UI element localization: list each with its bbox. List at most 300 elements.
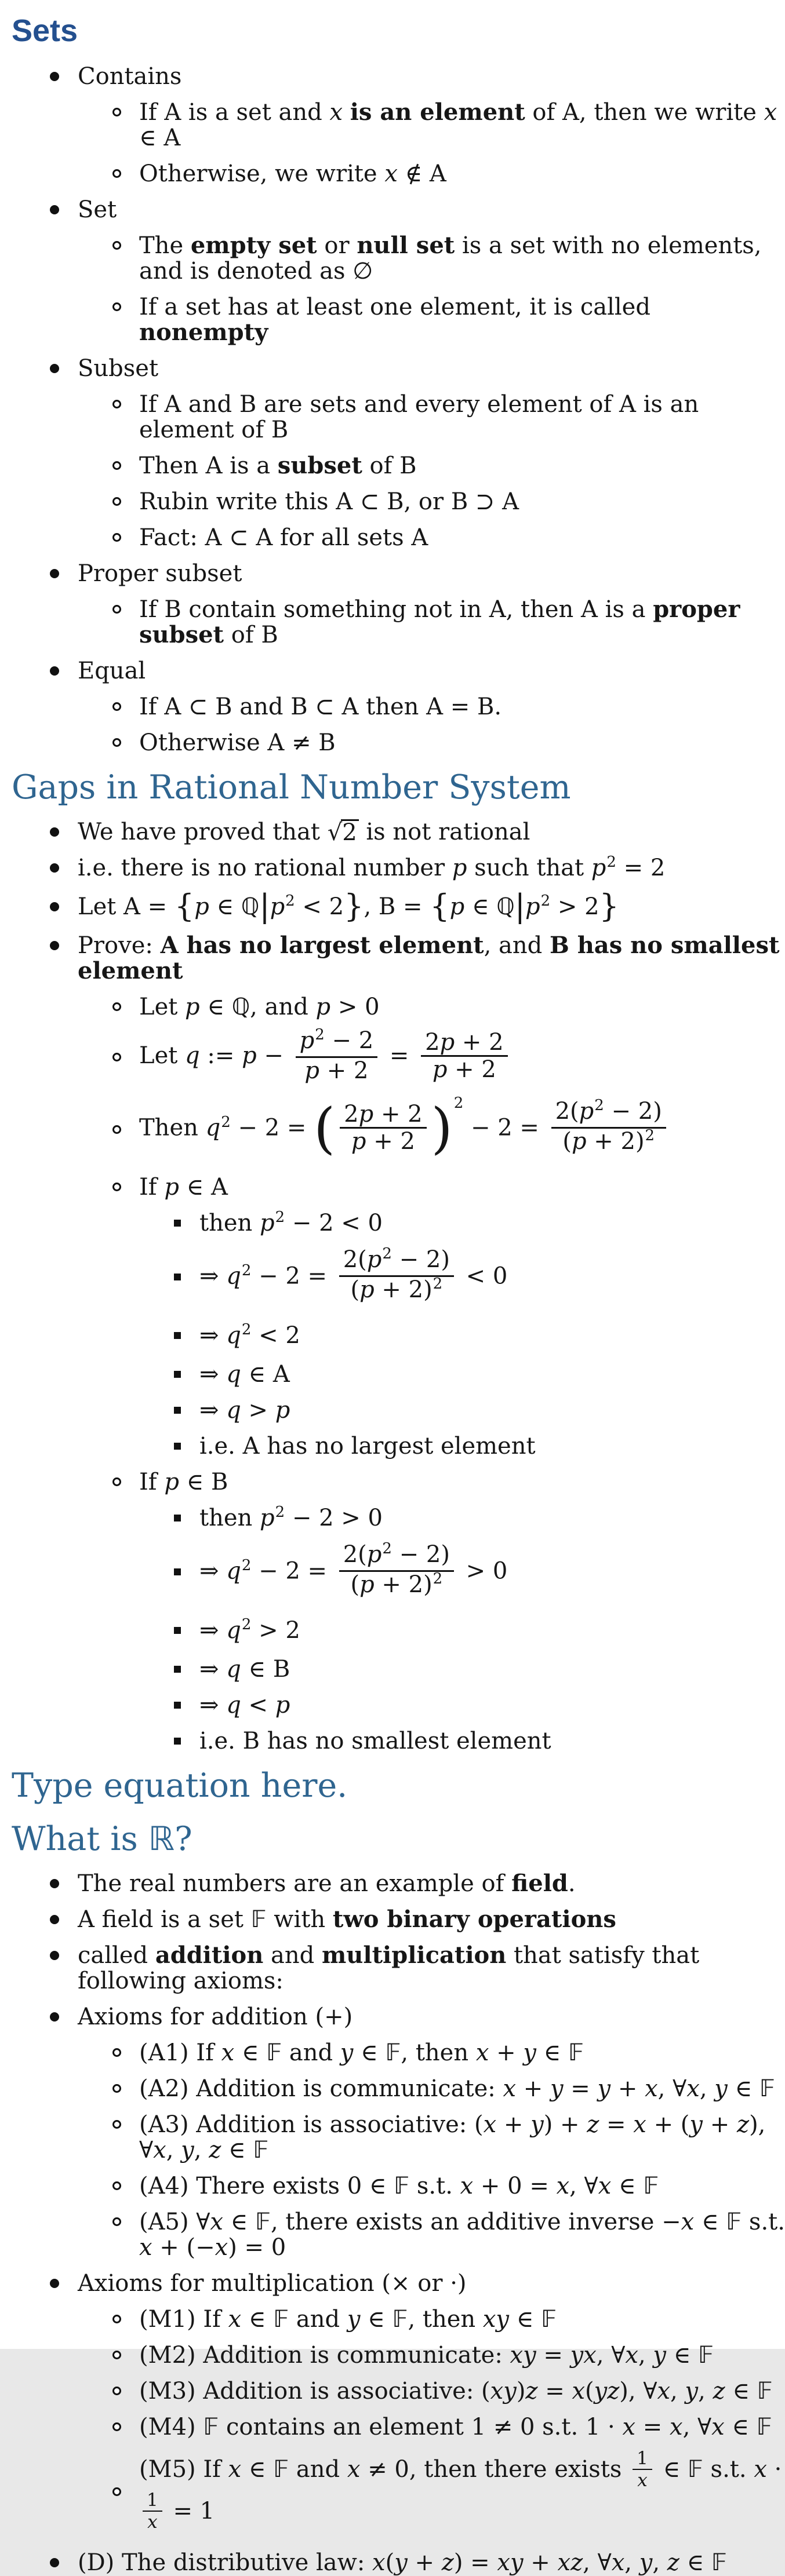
line-content — [78, 63, 181, 90]
bullet-marker — [112, 702, 121, 711]
text-run: y — [347, 2306, 361, 2333]
bullet-item — [0, 730, 785, 756]
bullet-item — [0, 294, 785, 345]
text-run: x — [645, 2075, 658, 2102]
text-run: ∉ A — [397, 160, 446, 187]
text-run: 2( — [343, 1246, 367, 1273]
text-run: (A1) If — [139, 2039, 221, 2066]
text-run: ) + — [543, 2111, 587, 2138]
bullet-item — [0, 561, 785, 586]
bullet-item — [0, 1871, 785, 1896]
math-doublestruck: 𝔽 — [541, 2306, 557, 2333]
text-run: addition — [155, 1942, 264, 1969]
superscript: 2 — [594, 1097, 604, 1114]
text-run: If — [139, 1469, 165, 1495]
math-doublestruck: 𝔽 — [203, 2414, 219, 2440]
bullet-item — [0, 2378, 785, 2404]
text-run: p — [164, 1469, 179, 1495]
text-run: 2 — [425, 1028, 440, 1056]
text-run: p — [164, 1174, 179, 1201]
line-content — [199, 1692, 290, 1718]
text-run: < 2 — [295, 893, 344, 920]
text-run: x — [711, 2414, 725, 2440]
text-run: yx — [570, 2342, 597, 2369]
text-run: (M3) Addition is associative: ( — [139, 2378, 490, 2404]
text-run: , and — [250, 994, 316, 1020]
text-run: q — [226, 1656, 241, 1683]
text-run: y — [685, 2378, 699, 2404]
bullet-item — [0, 1210, 785, 1239]
fraction-denominator — [340, 1129, 426, 1154]
line-content — [78, 560, 242, 587]
text-run: ∈ A — [241, 1361, 290, 1388]
text-run: ? — [175, 1820, 192, 1858]
text-run: xy — [510, 2342, 536, 2369]
text-run: Axioms for addition (+) — [78, 2004, 353, 2030]
text-run: If A is a set and — [139, 99, 330, 126]
bullet-marker — [174, 1515, 181, 1521]
text-run: p — [194, 893, 209, 920]
bullet-item — [0, 100, 785, 151]
bullet-item — [0, 2414, 785, 2440]
bullet-item — [0, 2040, 785, 2066]
text-run: The real numbers are an example of — [78, 1870, 512, 1897]
bullet-marker — [174, 1666, 181, 1673]
text-run: + — [610, 2075, 645, 2102]
text-run: Fact: A ⊂ A for all sets A — [139, 524, 428, 551]
line-content — [139, 2342, 714, 2369]
bullet-item — [0, 2307, 785, 2332]
text-run: ⇒ — [199, 1263, 227, 1290]
text-run: ( — [562, 1128, 572, 1155]
text-run: i.e. B has no smallest element — [199, 1728, 551, 1754]
text-run: , — [652, 2549, 667, 2576]
bullet-marker — [112, 2217, 121, 2226]
text-run: x — [503, 2075, 517, 2102]
text-run: p — [366, 1246, 382, 1273]
bullet-item — [0, 855, 785, 884]
bullet-item — [0, 1540, 785, 1601]
bullet-marker — [50, 902, 59, 911]
text-run: + — [516, 2075, 550, 2102]
bullet-marker — [112, 497, 121, 506]
text-run: p — [351, 1128, 366, 1155]
text-run: = — [563, 2075, 598, 2102]
line-content — [78, 819, 530, 845]
fraction — [633, 2449, 652, 2490]
fraction-numerator — [340, 1102, 426, 1129]
text-run: x — [598, 2173, 612, 2199]
superscript: 2 — [540, 892, 551, 910]
text-run: x — [384, 160, 398, 187]
line-content — [139, 994, 380, 1020]
text-run: x — [329, 99, 343, 126]
text-run: − 2 = — [251, 1557, 335, 1585]
math-doublestruck: 𝔽 — [266, 2039, 282, 2066]
text-run: ∈ — [353, 2039, 386, 2066]
bullet-marker — [112, 1002, 121, 1011]
text-run: , ∀ — [596, 2342, 626, 2369]
text-run: = — [382, 1042, 417, 1069]
text-run: (A3) Addition is associative: ( — [139, 2111, 484, 2138]
text-run: ⇒ — [199, 1617, 227, 1644]
text-run: (A5) ∀ — [139, 2209, 210, 2235]
text-run: z — [667, 2549, 679, 2576]
text-run: , ∀ — [657, 2075, 687, 2102]
text-run: What is — [12, 1820, 148, 1858]
fraction-numerator — [339, 1542, 454, 1572]
line-content — [139, 2414, 772, 2440]
line-content — [199, 1245, 508, 1307]
text-run: Otherwise A ≠ B — [139, 729, 336, 756]
text-run: y — [597, 2075, 611, 2102]
line-content — [12, 1767, 347, 1805]
text-run: p — [591, 855, 606, 881]
bullet-item — [0, 64, 785, 89]
bullet-item — [0, 1692, 785, 1718]
bullet-item — [0, 597, 785, 648]
bullet-item — [0, 1907, 785, 1932]
text-run: If B contain something not in A, then A is a — [139, 596, 653, 623]
fraction — [340, 1102, 426, 1154]
bullet-item — [0, 994, 785, 1020]
text-run: , ∀ — [583, 2549, 612, 2576]
text-run: x — [637, 2470, 648, 2491]
bullet-item — [0, 819, 785, 845]
text-run: ∈ — [199, 994, 232, 1020]
text-run: + 2 — [319, 1057, 369, 1084]
text-run: p — [452, 855, 467, 881]
text-run: + 2) — [374, 1571, 433, 1598]
text-run: x — [681, 2209, 695, 2235]
bullet-item — [0, 1505, 785, 1534]
text-run: − 2 < 0 — [285, 1210, 383, 1236]
text-run: p — [449, 893, 465, 920]
text-run: ⇒ — [199, 1397, 227, 1424]
text-run: − 2 — [324, 1027, 374, 1054]
bullet-item — [0, 1728, 785, 1754]
text-run: + — [407, 2549, 442, 2576]
math-doublestruck: 𝔽 — [273, 2456, 289, 2483]
line-content — [139, 596, 740, 648]
line-content — [139, 160, 446, 187]
bullet-item — [0, 694, 785, 720]
bullet-marker — [174, 1220, 181, 1227]
text-run: q — [205, 1114, 221, 1141]
fraction — [339, 1542, 454, 1600]
math-doublestruck: 𝔽 — [698, 2342, 714, 2369]
bullet-marker — [112, 2422, 121, 2431]
text-run: x — [372, 2549, 386, 2576]
text-run: Then — [139, 1114, 206, 1141]
bullet-marker — [112, 2315, 121, 2323]
text-run: q — [226, 1361, 241, 1388]
bullet-item — [0, 1469, 785, 1495]
text-run: (M5) If — [139, 2456, 228, 2483]
line-content — [139, 232, 762, 284]
math-doublestruck: 𝔽 — [759, 2075, 775, 2102]
line-content — [78, 658, 146, 684]
superscript: 2 — [382, 1540, 392, 1557]
bullet-marker — [112, 2487, 121, 2496]
math-doublestruck: 𝔽 — [756, 2414, 772, 2440]
text-run: , and — [484, 932, 550, 959]
bullet-item — [0, 356, 785, 381]
text-run: p — [185, 994, 200, 1020]
text-run: z — [441, 2549, 454, 2576]
text-run: ≠ 0, then there exists — [360, 2456, 630, 2483]
line-content — [199, 1322, 300, 1349]
text-run: , ∀ — [682, 2414, 712, 2440]
line-content — [139, 2209, 785, 2261]
bullet-item — [0, 2271, 785, 2296]
text-run: z — [587, 2111, 599, 2138]
bullet-marker — [174, 1371, 181, 1378]
text-run: y — [340, 2039, 354, 2066]
line-content — [78, 355, 158, 382]
text-run: ⇒ — [199, 1557, 227, 1585]
text-run: and — [289, 2306, 347, 2333]
text-run: x — [611, 2549, 625, 2576]
line-content — [139, 391, 699, 443]
text-run: The — [139, 232, 191, 259]
text-run: called — [78, 1942, 155, 1969]
text-run: of A, then we write — [525, 99, 764, 126]
bullet-item — [0, 1362, 785, 1387]
text-run: , there exists an additive inverse − — [270, 2209, 681, 2235]
bullet-item — [0, 1398, 785, 1423]
text-run: and — [289, 2456, 347, 2483]
text-run: ∈ — [209, 893, 241, 920]
text-run: − 2 = — [251, 1263, 335, 1290]
line-content — [78, 2004, 352, 2030]
math-doublestruck: 𝔽 — [711, 2549, 727, 2576]
text-run: ) = — [453, 2549, 497, 2576]
text-run: B has no smallest element — [78, 932, 780, 984]
text-run: xy — [497, 2549, 524, 2576]
text-run: + 2 — [455, 1028, 504, 1056]
math-doublestruck: 𝔽 — [253, 2137, 269, 2163]
bullet-marker — [50, 569, 59, 578]
text-run: + — [703, 2111, 737, 2138]
text-run: and — [263, 1942, 322, 1969]
fraction — [551, 1099, 666, 1156]
text-run: < 2 — [251, 1322, 300, 1349]
superscript: 2 — [275, 1504, 285, 1521]
text-run: x — [347, 2456, 361, 2483]
line-content — [78, 196, 117, 223]
text-run: ∈ — [536, 2039, 568, 2066]
bullet-item — [0, 2343, 785, 2368]
text-run: x — [215, 2234, 228, 2261]
math-doublestruck: 𝔽 — [250, 1906, 267, 1933]
text-run: = — [537, 2378, 572, 2404]
bullet-marker — [50, 72, 59, 81]
text-run: ( — [350, 1276, 360, 1303]
bullet-marker — [112, 1053, 121, 1061]
text-run: Proper subset — [78, 560, 242, 587]
bullet-item — [0, 1245, 785, 1307]
text-run: p — [259, 1210, 275, 1236]
text-run: p — [359, 1276, 375, 1303]
fraction — [143, 2490, 162, 2532]
line-content — [139, 1469, 228, 1495]
text-run: Subset — [78, 355, 159, 382]
line-content — [199, 1505, 383, 1531]
text-run: p — [579, 1098, 594, 1125]
text-run: y — [639, 2549, 653, 2576]
text-run: then — [199, 1505, 260, 1531]
text-run: x — [460, 2173, 474, 2199]
superscript: 2 — [285, 892, 295, 910]
math-doublestruck: 𝔽 — [726, 2209, 742, 2235]
line-content — [199, 1397, 290, 1424]
text-run: z — [713, 2378, 725, 2404]
superscript: 2 — [241, 1261, 252, 1279]
line-content — [12, 1820, 192, 1858]
text-run: of B — [224, 622, 278, 648]
text-run: := — [199, 1042, 242, 1069]
text-run: If A and B are sets and every element of A is an element of B — [139, 391, 699, 443]
fraction-denominator — [143, 2512, 162, 2532]
text-run: 1 — [147, 2490, 158, 2511]
bullet-marker — [174, 1738, 181, 1745]
text-run: Prove: — [78, 932, 161, 959]
line-content — [78, 855, 665, 881]
bullet-marker — [174, 1568, 181, 1575]
big-parenthesis: ) — [431, 1096, 453, 1161]
radicand: 2 — [341, 819, 358, 845]
line-content — [78, 1870, 576, 1897]
text-run: x — [764, 99, 777, 126]
text-run: ∈ — [666, 2342, 699, 2369]
text-run: such that — [467, 855, 591, 881]
text-run: , — [698, 2378, 713, 2404]
text-run: > 2 — [550, 893, 599, 920]
text-run: Sets — [12, 13, 78, 48]
math-doublestruck: 𝔽 — [273, 2306, 289, 2333]
superscript: 2 — [241, 1556, 252, 1574]
text-run: (A4) There exists 0 ∈ — [139, 2173, 394, 2199]
fraction-numerator — [551, 1099, 666, 1129]
line-content — [199, 1361, 290, 1388]
fraction-denominator — [339, 1277, 454, 1305]
text-run: , — [638, 2342, 653, 2369]
text-run: z — [525, 2378, 538, 2404]
superscript: 2 — [315, 1026, 325, 1043]
text-run: + — [523, 2549, 558, 2576]
superscript: 2 — [433, 1570, 443, 1588]
text-run: y — [530, 2111, 544, 2138]
text-run: (M1) If — [139, 2306, 228, 2333]
bullet-marker — [112, 738, 121, 747]
text-run: subset — [277, 452, 362, 479]
bullet-item — [0, 933, 785, 984]
bullet-marker — [50, 863, 59, 873]
line-content — [139, 294, 650, 346]
bullet-item — [0, 1656, 785, 1682]
text-run: ( — [350, 1571, 360, 1598]
line-content — [78, 888, 619, 924]
text-run: multiplication — [321, 1942, 507, 1969]
superscript: 2 — [645, 1127, 655, 1144]
bullet-marker — [112, 400, 121, 408]
bullet-item — [0, 233, 785, 284]
text-run: y — [689, 2111, 703, 2138]
text-run: 2 — [344, 1101, 359, 1128]
bullet-marker — [50, 1951, 59, 1960]
text-run: = 1 — [165, 2498, 215, 2524]
text-run: We have proved that — [78, 819, 328, 845]
line-content — [139, 2075, 775, 2102]
text-run: Otherwise, we write — [139, 160, 385, 187]
line-content — [78, 932, 779, 984]
text-run: yz — [594, 2378, 620, 2404]
fraction-denominator — [633, 2470, 652, 2490]
text-run: (M4) — [139, 2414, 203, 2440]
text-run: , B = — [364, 893, 430, 920]
text-run: x — [572, 2378, 586, 2404]
text-run: ∈ — [241, 2456, 274, 2483]
fraction-denominator — [339, 1572, 454, 1600]
text-run: p — [275, 1692, 290, 1718]
line-content — [139, 488, 519, 515]
text-run: Let — [139, 994, 186, 1020]
bullet-item — [0, 161, 785, 187]
superscript: 2 — [433, 1275, 443, 1293]
text-run: + 2) — [586, 1128, 645, 1155]
text-run: − — [256, 1042, 291, 1069]
text-run: then — [199, 1210, 260, 1236]
set-brace: } — [344, 888, 364, 924]
text-run: x — [139, 2234, 152, 2261]
bullet-marker — [112, 169, 121, 178]
line-content — [78, 2549, 727, 2576]
line-content — [139, 1174, 228, 1201]
bullet-marker — [112, 1125, 121, 1134]
bullet-item — [0, 2076, 785, 2101]
math-doublestruck: 𝔽 — [568, 2039, 584, 2066]
line-content — [12, 768, 571, 807]
text-run: is not rational — [358, 819, 530, 845]
text-run: , — [670, 2378, 685, 2404]
text-run: p — [259, 1505, 275, 1531]
text-run: contains an element 1 ≠ 0 s.t. 1 · — [219, 2414, 623, 2440]
text-run: x — [228, 2456, 242, 2483]
notes-content — [0, 13, 785, 2575]
line-content — [139, 2111, 765, 2163]
text-run: If a set has at least one element, it is called — [139, 294, 650, 320]
text-run: i.e. A has no largest element — [199, 1433, 536, 1460]
bullet-marker — [50, 941, 59, 950]
text-run: s.t. — [409, 2173, 460, 2199]
fraction — [421, 1030, 507, 1082]
line-content — [139, 453, 417, 479]
text-run: p — [270, 893, 285, 920]
text-run: > — [241, 1397, 275, 1424]
text-run: > 2 — [251, 1617, 300, 1644]
text-run: + ( — [646, 2111, 690, 2138]
bullet-item — [0, 2450, 785, 2534]
bullet-item — [0, 1094, 785, 1161]
bullet-marker — [174, 1702, 181, 1709]
line-content — [139, 694, 501, 720]
text-run: = — [635, 2414, 670, 2440]
text-run: x — [754, 2456, 767, 2483]
text-run: proper subset — [139, 596, 740, 648]
text-run: ∈ — [234, 2039, 267, 2066]
text-run: − 2) — [391, 1541, 450, 1568]
